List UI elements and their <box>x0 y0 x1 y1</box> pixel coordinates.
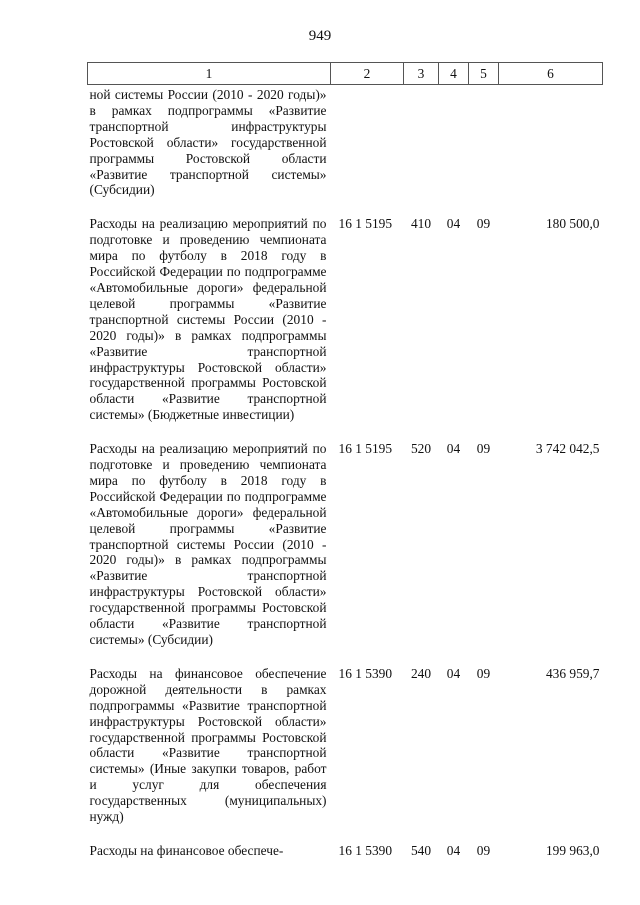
row-target-code: 16 1 5390 <box>338 842 393 858</box>
header-col-4: 4 <box>439 63 469 85</box>
row-expense-type: 410 <box>410 216 432 232</box>
row-target-code: 16 1 5195 <box>338 216 393 232</box>
table-row <box>88 666 603 843</box>
row-section: 04 <box>446 441 461 457</box>
row-description: Расходы на финансовое обеспечение дорожной деятельности в рамках подпрограммы «Развитие транспортной инфраструктуры Ростовской области» государственной программы Ростовской области «Развитие транспортной системы» (Иные закупки товаров, работ и услуг для обеспечения государственных (муниципальных) нужд) <box>89 665 327 825</box>
row-subsection: 09 <box>476 216 491 232</box>
row-description: Расходы на реализацию мероприятий по подготовке и проведению чемпионата мира по футболу в 2018 году в Российской Федерации по подпрограмме «Автомобильные дороги» федеральной целевой программы «Развитие транспортной системы России (2010 - 2020 годы)» в рамках подпрограммы «Развитие транспортной инфраструктуры Ростовской области» государственной программы Ростовской области «Развитие транспортной системы» (Бюджетные инвестиции) <box>89 216 327 423</box>
row-subsection: 09 <box>476 441 491 457</box>
header-col-2: 2 <box>331 63 404 85</box>
table-row <box>88 85 603 217</box>
row-description: Расходы на реализацию мероприятий по подготовке и проведению чемпионата мира по футболу в 2018 году в Российской Федерации по подпрограмме «Автомобильные дороги» федеральной целевой программы «Развитие транспортной системы России (2010 - 2020 годы)» в рамках подпрограммы «Развитие транспортной инфраструктуры Ростовской области» государственной программы Ростовской области «Развитие транспортной системы» (Субсидии) <box>89 441 327 647</box>
row-amount: 436 959,7 <box>545 665 600 681</box>
row-subsection <box>469 85 499 217</box>
row-expense-type: 240 <box>410 665 432 681</box>
table-row <box>88 216 603 441</box>
row-target-code: 16 1 5390 <box>338 665 393 681</box>
row-amount: 199 963,0 <box>545 842 600 858</box>
table-row <box>88 843 603 877</box>
row-subsection: 09 <box>476 842 491 858</box>
row-expense-type: 540 <box>410 842 432 858</box>
row-description: Расходы на финансовое обеспече- <box>89 842 284 858</box>
row-expense-type: 520 <box>410 441 432 457</box>
header-col-3: 3 <box>404 63 439 85</box>
row-target-code <box>331 85 404 217</box>
budget-table <box>87 62 603 877</box>
header-col-1: 1 <box>88 63 331 85</box>
row-section: 04 <box>446 665 461 681</box>
row-section <box>439 85 469 217</box>
row-section: 04 <box>446 842 461 858</box>
row-section: 04 <box>446 216 461 232</box>
table-row <box>88 441 603 666</box>
row-target-code: 16 1 5195 <box>338 441 393 457</box>
row-amount: 3 742 042,5 <box>535 441 600 457</box>
row-amount <box>499 85 603 217</box>
header-col-5: 5 <box>469 63 499 85</box>
header-col-6: 6 <box>499 63 603 85</box>
table-header-row <box>88 63 603 85</box>
row-subsection: 09 <box>476 665 491 681</box>
row-expense-type <box>404 85 439 217</box>
row-amount: 180 500,0 <box>545 216 600 232</box>
page-number: 949 <box>308 28 332 44</box>
row-description: ной системы России (2010 - 2020 годы)» в рамках подпрограммы «Развитие транспортной инфраструктуры Ростовской области» государственной программы Ростовской области «Развитие транспортной системы» (Субсидии) <box>89 87 327 198</box>
